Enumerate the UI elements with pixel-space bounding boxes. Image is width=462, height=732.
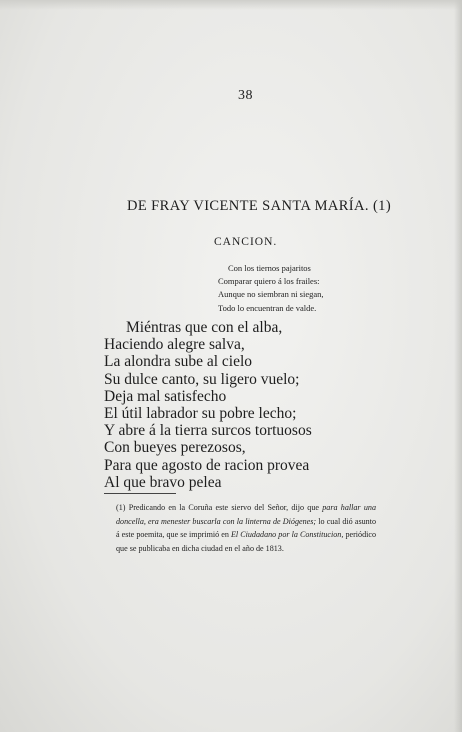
poem-line: Su dulce canto, su ligero vuelo; [104,370,300,388]
poem-body [104,319,312,491]
epigraph-line: Todo lo encuentran de valde. [218,302,317,313]
poem-title: DE FRAY VICENTE SANTA MARÍA. (1) [127,198,392,214]
footnote-text: Predicando en la Coruña este siervo del Señor, dijo que [128,503,319,512]
footnote-text: periódico que se publicaba en dicha ciudad en el año de 1813. [116,530,377,553]
poem-line: Para que agosto de racion provea [104,456,310,474]
poem-line: Y abre á la tierra surcos tortuosos [104,422,312,440]
epigraph-line: Comparar quiero á los frailes: [218,276,320,287]
poem-line: El útil labrador su pobre lecho; [104,405,297,423]
poem-line: Miéntras que con el alba, [126,319,283,336]
poem-line: Haciendo alegre salva, [104,336,245,354]
poem-line: Deja mal satisfecho [104,387,227,405]
footnote [104,501,376,555]
page-shadow-top [0,0,462,10]
footnote-text: lo cual dió asunto á este poemita, que se imprimió en [116,516,376,540]
footnote-italic: para hallar una doncella, era menester buscarla con la linterna de Diógenes; [116,503,376,526]
page-number: 38 [238,88,253,103]
epigraph-line: Aunque no siembran ni siegan, [218,289,324,300]
poem-line: Con bueyes perezosos, [104,439,246,457]
page-shadow-right [454,0,462,732]
footnote-divider [104,493,176,494]
epigraph [218,262,324,315]
poem-line: Al que bravo pelea [104,473,222,491]
poem-line: La alondra sube al cielo [104,353,253,371]
poem-subtitle: CANCION. [214,236,278,248]
footnote-italic: El Ciudadano por la Constitucion, [230,530,344,540]
epigraph-line: Con los tiernos pajaritos [228,263,311,273]
footnote-marker: (1) [116,503,126,512]
